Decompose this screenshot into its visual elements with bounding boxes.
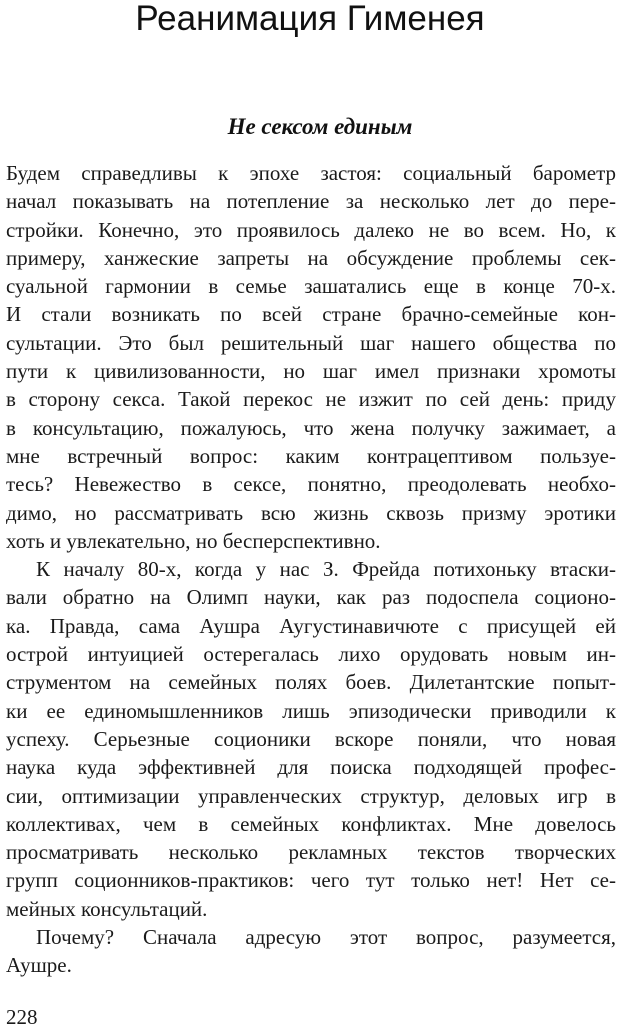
text-line: острой интуицией остерегалась лихо орудовать новым ин-: [6, 642, 616, 667]
text-line: просматривать несколько рекламных текстов творческих: [6, 840, 616, 865]
text-line: ка. Правда, сама Аушра Аугустинавичюте с присущей ей: [6, 613, 616, 638]
text-line: Будем справедливы к эпохе застоя: социальный барометр: [6, 161, 616, 185]
text-line: мейных консультаций.: [6, 896, 208, 921]
text-line: тесь? Невежество в сексе, понятно, преодолевать необхо-: [6, 472, 616, 497]
text-line: пути к цивилизованности, но шаг имел признаки хромоты: [6, 359, 616, 384]
text-line: мне встречный вопрос: каким контрацептивом пользуе-: [6, 443, 616, 468]
paragraph: [6, 923, 616, 980]
text-line: групп соционников-практиков: чего тут только нет! Нет се-: [6, 868, 616, 893]
text-line: сии, оптимизации управленческих структур, деловых игр в: [6, 783, 616, 808]
section-title: Не сексом единым: [227, 114, 413, 139]
paragraph: [6, 555, 616, 923]
text-line: вали обратно на Олимп науки, как раз подоспела соционо-: [6, 585, 616, 610]
text-line: Почему? Сначала адресую этот вопрос, разумеется,: [36, 925, 616, 950]
text-line: димо, но рассматривать всю жизнь сквозь призму эротики: [6, 500, 616, 525]
text-line: ки ее единомышленников лишь эпизодически приводили к: [6, 698, 616, 723]
text-line: стройки. Конечно, это проявилось далеко не во всем. Но, к: [6, 217, 616, 242]
text-line: примеру, ханжеские запреты на обсуждение проблемы сек-: [6, 245, 616, 270]
paragraph: [6, 159, 616, 555]
text-line: успеху. Серьезные соционики вскоре поняли, что новая: [6, 726, 616, 751]
body-text: [6, 159, 616, 980]
text-line: К началу 80-х, когда у нас З. Фрейда потихоньку втаски-: [36, 557, 616, 582]
text-line: струментом на семейных полях боев. Дилетантские попыт-: [6, 670, 616, 695]
text-line: Аушре.: [6, 953, 72, 978]
text-line: в консультацию, пожалуюсь, что жена получку зажимает, а: [6, 415, 616, 440]
text-line: сультации. Это был решительный шаг нашего общества по: [6, 330, 616, 355]
text-line: начал показывать на потепление за несколько лет до пере-: [6, 189, 616, 214]
text-line: коллективах, чем в семейных конфликтах. Мне довелось: [6, 811, 616, 836]
text-line: в сторону секса. Такой перекос не изжит по сей день: приду: [6, 387, 616, 412]
text-line: И стали возникать по всей стране брачно-семейные кон-: [6, 302, 616, 327]
running-head: Реанимация Гименея: [135, 0, 485, 38]
text-line: суальной гармонии в семье зашатались еще в конце 70-х.: [6, 274, 616, 299]
page-number: 228: [6, 1005, 38, 1029]
text-line: наука куда эффективней для поиска подходящей профес-: [6, 755, 616, 780]
text-line: хоть и увлекательно, но бесперспективно.: [6, 528, 381, 553]
